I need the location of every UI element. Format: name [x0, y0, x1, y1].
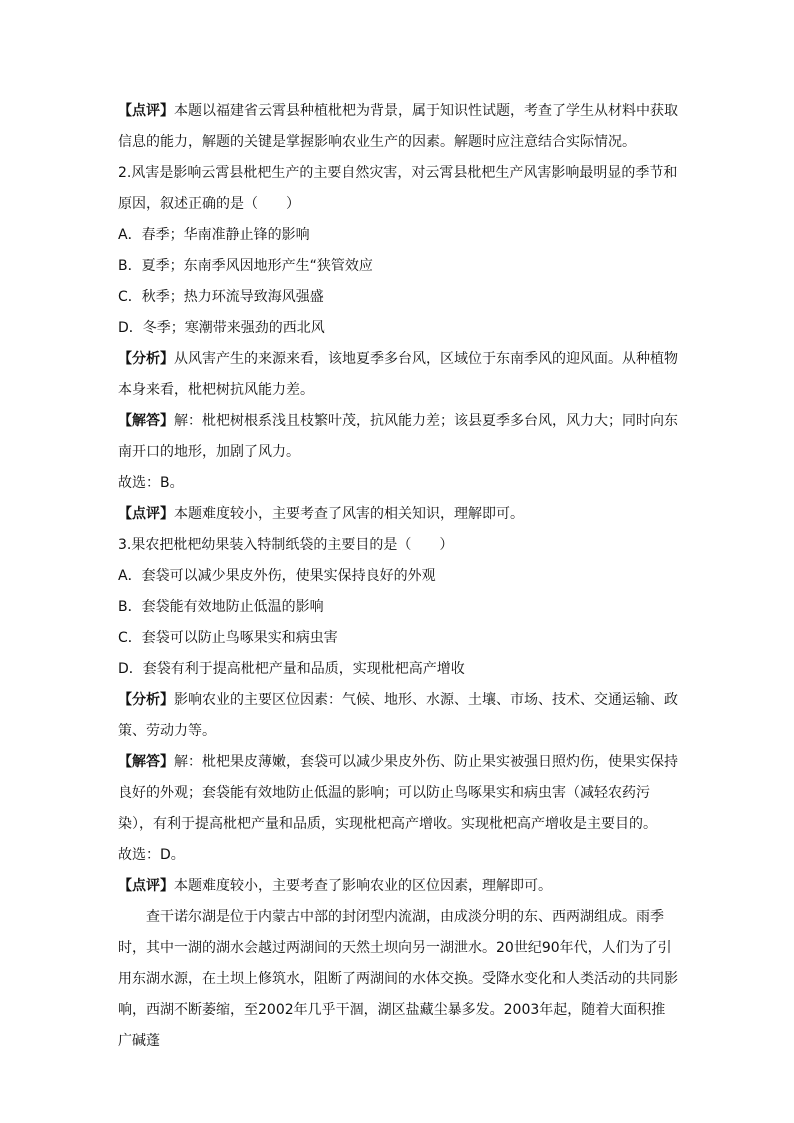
- option-a: A．套袋可以减少果皮外伤，使果实保持良好的外观: [118, 568, 436, 584]
- comment-text: 本题难度较小，主要考查了风害的相关知识，理解即可。: [174, 506, 524, 522]
- option-d: D．套袋有利于提高枇杷产量和品质，实现枇杷高产增收: [118, 661, 465, 677]
- analysis-tag: 【分析】: [118, 351, 174, 367]
- analysis-paragraph: [118, 344, 678, 406]
- comment-text: 本题以福建省云霄县种植枇杷为背景，属于知识性试题，考查了学生从材料中获取信息的能力，解题的关键是掌握影响农业生产的因素。解题时应注意结合实际情况。: [118, 103, 678, 150]
- option-c: C．秋季；热力环流导致海风强盛: [118, 289, 324, 305]
- option-a: A．春季；华南准静止锋的影响: [118, 227, 310, 243]
- option-d: D．冬季；寒潮带来强劲的西北风: [118, 320, 325, 336]
- comment-tag: 【点评】: [118, 878, 174, 894]
- document-page: [118, 96, 678, 1057]
- answer-tag: 【解答】: [118, 754, 174, 770]
- answer-paragraph: [118, 406, 678, 468]
- comment-paragraph: [118, 871, 678, 902]
- answer-text: 解：枇杷果皮薄嫩，套袋可以减少果皮外伤、防止果实被强日照灼伤，使果实保持良好的外观；套袋能有效地防止低温的影响；可以防止鸟啄果实和病虫害（减轻农药污染），有利于提高枇杷产量和品质，实现枇杷高产增收。实现枇杷高产增收是主要目的。: [118, 754, 678, 832]
- choice-line: 故选：D。: [118, 847, 185, 863]
- answer-text: 解：枇杷树根系浅且枝繁叶茂，抗风能力差；该县夏季多台风，风力大；同时向东南开口的地形，加剧了风力。: [118, 413, 678, 460]
- comment-tag: 【点评】: [118, 506, 174, 522]
- answer-paragraph: [118, 747, 678, 840]
- question-2: 2.风害是影响云霄县枇杷生产的主要自然灾害，对云霄县枇杷生产风害影响最明显的季节和原因，叙述正确的是（ ）: [118, 165, 678, 212]
- choice-line: 故选：B。: [118, 475, 184, 491]
- question-3: 3.果农把枇杷幼果装入特制纸袋的主要目的是（ ）: [118, 537, 454, 553]
- passage-paragraph: 查干诺尔湖是位于内蒙古中部的封闭型内流湖，由成淡分明的东、西两湖组成。雨季时，其中一湖的湖水会越过两湖间的天然土坝向另一湖泄水。20世纪90年代，人们为了引用东湖水源，在土坝上修筑水，阻断了两湖间的水体交换。受降水变化和人类活动的共同影响，西湖不断萎缩，至2002年几乎干涸，湖区盐藏尘暴多发。2003年起，随着大面积推广碱蓬: [118, 909, 678, 1049]
- comment-text: 本题难度较小，主要考查了影响农业的区位因素，理解即可。: [174, 878, 552, 894]
- comment-tag: 【点评】: [118, 103, 174, 119]
- analysis-paragraph: [118, 685, 678, 747]
- analysis-text: 从风害产生的来源来看，该地夏季多台风，区域位于东南季风的迎风面。从种植物本身来看，枇杷树抗风能力差。: [118, 351, 678, 398]
- comment-paragraph: [118, 96, 678, 158]
- answer-tag: 【解答】: [118, 413, 174, 429]
- analysis-tag: 【分析】: [118, 692, 174, 708]
- analysis-text: 影响农业的主要区位因素：气候、地形、水源、土壤、市场、技术、交通运输、政策、劳动力等。: [118, 692, 678, 739]
- option-b: B．夏季；东南季风因地形产生“狭管效应: [118, 258, 373, 274]
- option-c: C．套袋可以防止鸟啄果实和病虫害: [118, 630, 338, 646]
- comment-paragraph: [118, 499, 678, 530]
- option-b: B．套袋能有效地防止低温的影响: [118, 599, 324, 615]
